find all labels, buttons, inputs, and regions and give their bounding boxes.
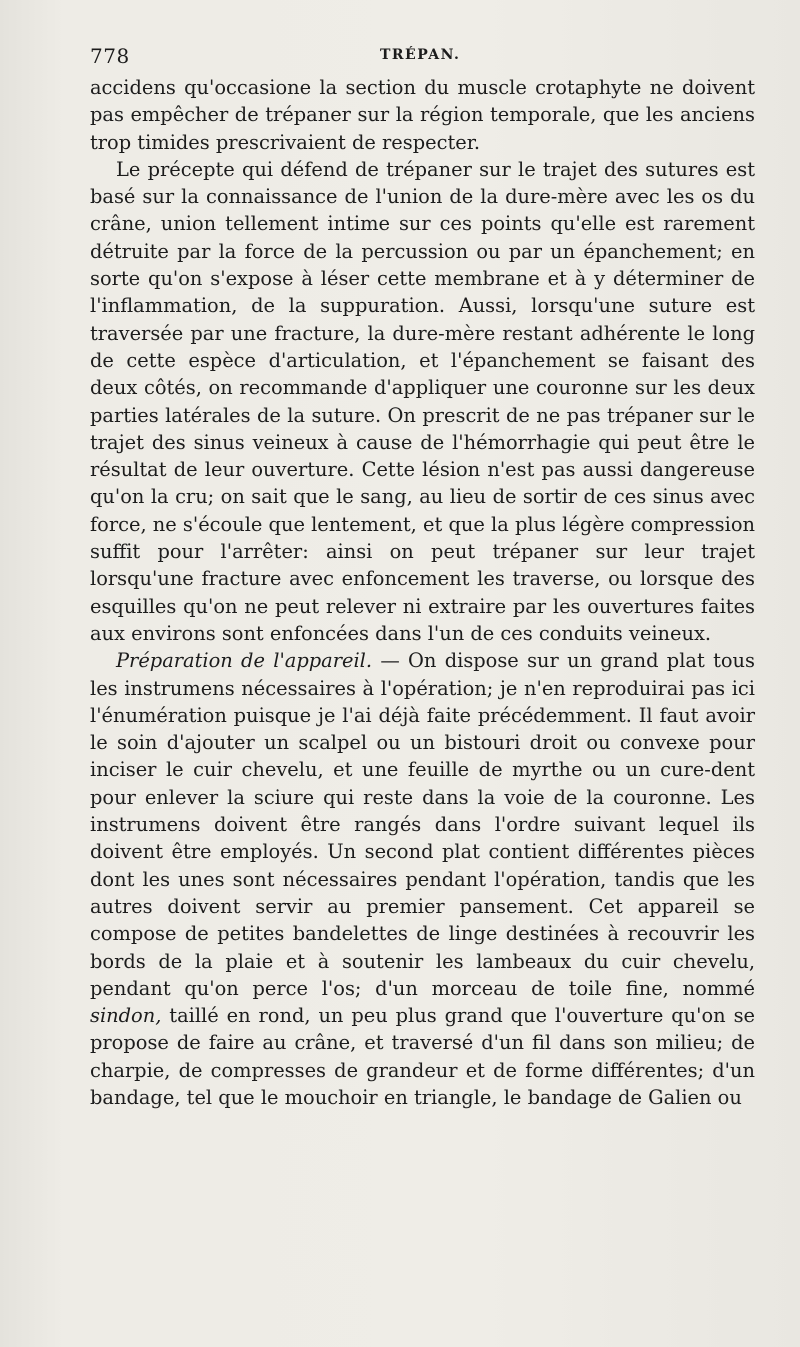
section-heading-preparation: Préparation de l'appareil. — [116, 649, 373, 673]
paragraph-preparation — [90, 647, 755, 1111]
paragraph-continued: accidens qu'occasione la section du muscle crotaphyte ne doivent pas empêcher de trépaner sur la région temporale, que les anciens trop timides prescrivaient de respecter. — [90, 76, 755, 154]
page-header — [90, 44, 760, 74]
paragraph-text: — On dispose sur un grand plat tous les instrumens nécessaires à l'opération; je n'en reproduirai pas ici l'énumération puisque je l'ai déjà faite précédemment. Il faut avoir le soin d'ajouter un scalpel ou un bistouri droit ou convexe pour inciser le cuir chevelu, et une feuille de myrthe ou un cure-dent pour enlever la sciure qui reste dans la voie de la couronne. Les instrumens doivent être rangés dans l'ordre suivant lequel ils doivent être employés. Un second plat contient différentes pièces dont les unes sont nécessaires pendant l'opération, tandis que les autres doivent servir au premier pansement. Cet appareil se compose de petites bandelettes de linge destinées à recouvrir les bords de la plaie et à soutenir les lambeaux du cuir chevelu, pendant qu'on perce l'os; d'un morceau de toile fine, nommé — [90, 649, 755, 1000]
page-number: 778 — [90, 44, 130, 68]
paragraph-sutures: Le précepte qui défend de trépaner sur le trajet des sutures est basé sur la connaissance de l'union de la dure-mère avec les os du crâne, union tellement intime sur ces points qu'elle est rarement détruite par la force de la percussion ou par un épanchement; en sorte qu'on s'expose à léser cette membrane et à y déterminer de l'inflammation, de la suppuration. Aussi, lorsqu'une suture est traversée par une fracture, la dure-mère restant adhérente le long de cette espèce d'articulation, et l'épanchement se faisant des deux côtés, on recommande d'appliquer une couronne sur les deux parties latérales de la suture. On prescrit de ne pas trépaner sur le trajet des sinus veineux à cause de l'hémorrhagie qui peut être le résultat de leur ouverture. Cette lésion n'est pas aussi dangereuse qu'on la cru; on sait que le sang, au lieu de sortir de ces sinus avec force, ne s'écoule que lentement, et que la plus légère compression suffit pour l'arrêter: ainsi on peut trépaner sur leur trajet lorsqu'une fracture avec enfoncement les traverse, ou lorsque des esquilles qu'on ne peut relever ni extraire par les ouvertures faites aux environs sont enfoncées dans l'un de ces conduits veineux. — [90, 157, 755, 645]
body-text — [90, 74, 755, 1111]
running-head: TRÉPAN. — [380, 47, 461, 63]
italic-term-sindon: sindon, — [90, 1004, 162, 1028]
paragraph-text: taillé en rond, un peu plus grand que l'ouverture qu'on se propose de faire au crâne, et traversé d'un fil dans son milieu; de charpie, de compresses de grandeur et de forme différentes; d'un bandage, tel que le mouchoir en triangle, le bandage de Galien ou — [90, 1004, 755, 1109]
